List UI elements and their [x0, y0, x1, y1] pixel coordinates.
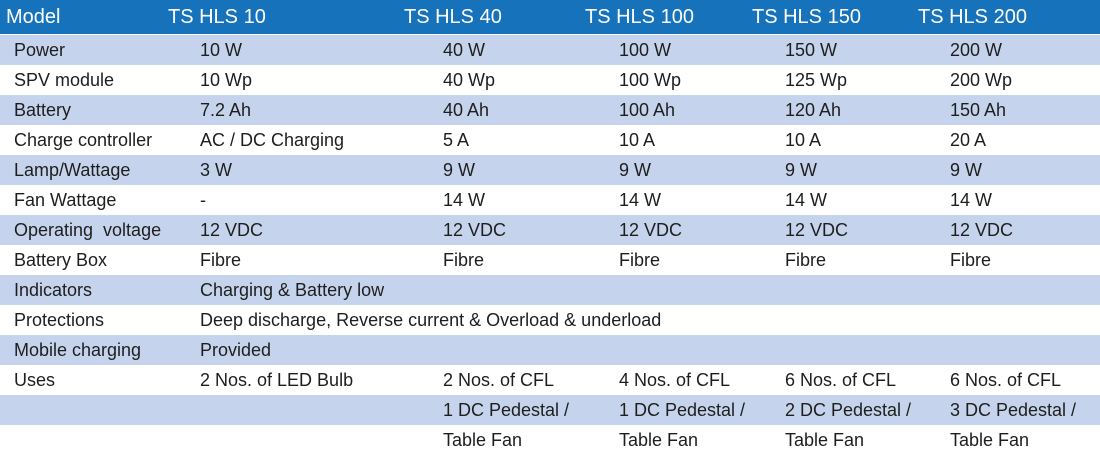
table-row [0, 365, 1100, 395]
table-cell: 1 DC Pedestal / [443, 400, 570, 420]
table-row [0, 395, 1100, 425]
table-cell: 3 W [200, 160, 233, 180]
table-cell: Fibre [785, 250, 827, 270]
table-cell: - [200, 190, 206, 210]
table-cell: 100 W [619, 40, 672, 60]
header-model: Model [6, 6, 61, 28]
table-cell: 40 W [443, 40, 486, 60]
table-cell: 10 A [619, 130, 656, 150]
table-cell: 14 W [950, 190, 993, 210]
row-label: Mobile charging [14, 340, 142, 360]
table-cell: Fibre [950, 250, 992, 270]
header-ts-hls-150: TS HLS 150 [752, 6, 861, 28]
table-cell: Provided [200, 340, 272, 360]
table-cell: 150 Ah [950, 100, 1007, 120]
table-row [0, 305, 1100, 335]
table-cell: 4 Nos. of CFL [619, 370, 731, 390]
row-label: Lamp/Wattage [14, 160, 131, 180]
table-cell: 12 VDC [950, 220, 1014, 240]
row-label: Uses [14, 370, 56, 390]
table-cell: Deep discharge, Reverse current & Overload & underload [200, 310, 662, 330]
table-cell: 120 Ah [785, 100, 842, 120]
table-cell: Table Fan [785, 430, 865, 450]
table-cell: 150 W [785, 40, 838, 60]
row-label: Fan Wattage [14, 190, 117, 210]
table-row [0, 155, 1100, 185]
row-label: Charge controller [14, 130, 153, 150]
table-cell: Fibre [443, 250, 485, 270]
header-ts-hls-40: TS HLS 40 [404, 6, 502, 28]
table-cell: 9 W [785, 160, 818, 180]
table-cell: 2 Nos. of LED Bulb [200, 370, 354, 390]
table-cell: 6 Nos. of CFL [785, 370, 897, 390]
table-cell: 9 W [619, 160, 652, 180]
table-cell: Table Fan [443, 430, 523, 450]
table-cell: 9 W [443, 160, 476, 180]
table-cell: 2 Nos. of CFL [443, 370, 555, 390]
table-cell: 200 W [950, 40, 1003, 60]
table-cell: 3 DC Pedestal / [950, 400, 1077, 420]
table-cell: 12 VDC [200, 220, 264, 240]
table-row [0, 35, 1100, 65]
table-cell: Fibre [200, 250, 242, 270]
table-cell: 12 VDC [619, 220, 683, 240]
table-row [0, 335, 1100, 365]
table-row [0, 65, 1100, 95]
row-label: Battery [14, 100, 72, 120]
table-cell: 20 A [950, 130, 987, 150]
table-header [0, 0, 1100, 34]
table-cell: 12 VDC [785, 220, 849, 240]
table-cell: Charging & Battery low [200, 280, 385, 300]
table-cell: AC / DC Charging [200, 130, 345, 150]
table-cell: 10 Wp [200, 70, 253, 90]
table-cell: Table Fan [619, 430, 699, 450]
table-cell: 40 Wp [443, 70, 496, 90]
header-ts-hls-10: TS HLS 10 [168, 6, 266, 28]
table-row [0, 425, 1100, 455]
table-row [0, 245, 1100, 275]
table-row [0, 185, 1100, 215]
header-ts-hls-200: TS HLS 200 [918, 6, 1027, 28]
table-cell: 2 DC Pedestal / [785, 400, 912, 420]
table-cell: 14 W [785, 190, 828, 210]
table-cell: Table Fan [950, 430, 1030, 450]
row-label: Indicators [14, 280, 93, 300]
table-cell: Fibre [619, 250, 661, 270]
table-cell: 6 Nos. of CFL [950, 370, 1062, 390]
table-cell: 40 Ah [443, 100, 490, 120]
table-cell: 9 W [950, 160, 983, 180]
table-cell: 14 W [443, 190, 486, 210]
table-cell: 7.2 Ah [200, 100, 252, 120]
table-cell: 5 A [443, 130, 470, 150]
row-label: Operating voltage [14, 220, 162, 240]
row-label: Protections [14, 310, 105, 330]
table-cell: 12 VDC [443, 220, 507, 240]
table-row [0, 275, 1100, 305]
row-label: Battery Box [14, 250, 108, 270]
row-label: Power [14, 40, 66, 60]
table-cell: 14 W [619, 190, 662, 210]
header-ts-hls-100: TS HLS 100 [585, 6, 694, 28]
table-cell: 200 Wp [950, 70, 1013, 90]
table-row [0, 95, 1100, 125]
table-cell: 125 Wp [785, 70, 848, 90]
table-cell: 100 Ah [619, 100, 676, 120]
table-cell: 10 A [785, 130, 822, 150]
table-row [0, 125, 1100, 155]
table-cell: 10 W [200, 40, 243, 60]
table-cell: 100 Wp [619, 70, 682, 90]
row-label: SPV module [14, 70, 115, 90]
table-row [0, 215, 1100, 245]
table-cell: 1 DC Pedestal / [619, 400, 746, 420]
